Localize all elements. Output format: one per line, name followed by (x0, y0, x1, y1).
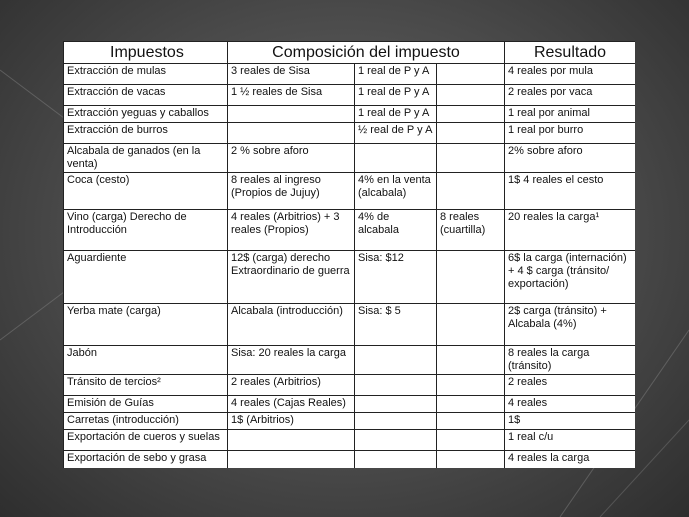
table-row (64, 173, 636, 210)
cell-composicion-1 (228, 106, 355, 123)
cell-composicion-3 (437, 430, 505, 451)
cell-composicion-3 (437, 173, 505, 210)
cell-composicion-3 (437, 64, 505, 85)
cell-composicion-3 (437, 396, 505, 413)
table-row (64, 144, 636, 173)
cell-composicion-1: 3 reales de Sisa (228, 64, 355, 85)
cell-resultado: 1 real c/u (505, 430, 636, 451)
cell-composicion-3 (437, 251, 505, 304)
cell-composicion-2: 1 real de P y A (355, 85, 437, 106)
cell-resultado: 4 reales (505, 396, 636, 413)
cell-impuesto: Carretas (introducción) (64, 413, 228, 430)
header-resultado: Resultado (505, 42, 636, 64)
cell-composicion-2 (355, 451, 437, 469)
cell-composicion-2 (355, 396, 437, 413)
cell-composicion-1: 1$ (Arbitrios) (228, 413, 355, 430)
cell-impuesto: Extracción de vacas (64, 85, 228, 106)
header-composicion: Composición del impuesto (228, 42, 505, 64)
cell-composicion-2 (355, 375, 437, 396)
cell-impuesto: Extracción yeguas y caballos (64, 106, 228, 123)
cell-composicion-3 (437, 413, 505, 430)
cell-composicion-3 (437, 144, 505, 173)
cell-composicion-1: 8 reales al ingreso (Propios de Jujuy) (228, 173, 355, 210)
cell-resultado: 1 real por animal (505, 106, 636, 123)
cell-composicion-3 (437, 375, 505, 396)
table-row (64, 106, 636, 123)
cell-composicion-3 (437, 85, 505, 106)
cell-composicion-2: 4% en la venta (alcabala) (355, 173, 437, 210)
table-row (64, 396, 636, 413)
cell-resultado: 2% sobre aforo (505, 144, 636, 173)
cell-impuesto: Exportación de cueros y suelas (64, 430, 228, 451)
table-row (64, 346, 636, 375)
table-row (64, 251, 636, 304)
header-impuestos: Impuestos (64, 42, 228, 64)
cell-composicion-2: 1 real de P y A (355, 64, 437, 85)
table-row (64, 64, 636, 85)
table-row (64, 430, 636, 451)
cell-impuesto: Emisión de Guías (64, 396, 228, 413)
cell-resultado: 2 reales (505, 375, 636, 396)
cell-composicion-2 (355, 413, 437, 430)
cell-impuesto: Aguardiente (64, 251, 228, 304)
cell-composicion-3 (437, 451, 505, 469)
cell-composicion-2: Sisa: $ 5 (355, 304, 437, 346)
cell-composicion-2: ½ real de P y A (355, 123, 437, 144)
cell-composicion-1: Sisa: 20 reales la carga (228, 346, 355, 375)
cell-composicion-3: 8 reales (cuartilla) (437, 210, 505, 251)
cell-impuesto: Alcabala de ganados (en la venta) (64, 144, 228, 173)
tax-table (63, 41, 635, 468)
cell-composicion-1 (228, 430, 355, 451)
cell-composicion-1: 12$ (carga) derecho Extraordinario de guerra (228, 251, 355, 304)
cell-resultado: 4 reales la carga (505, 451, 636, 469)
cell-impuesto: Yerba mate (carga) (64, 304, 228, 346)
cell-composicion-3 (437, 123, 505, 144)
cell-composicion-1 (228, 123, 355, 144)
table-row (64, 210, 636, 251)
cell-composicion-2: 4% de alcabala (355, 210, 437, 251)
cell-composicion-2: 1 real de P y A (355, 106, 437, 123)
cell-resultado: 1$ (505, 413, 636, 430)
cell-impuesto: Vino (carga) Derecho de Introducción (64, 210, 228, 251)
cell-resultado: 1$ 4 reales el cesto (505, 173, 636, 210)
cell-composicion-1: 4 reales (Arbitrios) + 3 reales (Propios) (228, 210, 355, 251)
cell-resultado: 2 reales por vaca (505, 85, 636, 106)
cell-resultado: 8 reales la carga (tránsito) (505, 346, 636, 375)
cell-composicion-3 (437, 346, 505, 375)
cell-resultado: 20 reales la carga¹ (505, 210, 636, 251)
cell-composicion-1: Alcabala (introducción) (228, 304, 355, 346)
header-row (64, 42, 636, 64)
cell-composicion-1: 1 ½ reales de Sisa (228, 85, 355, 106)
cell-composicion-2 (355, 430, 437, 451)
table-row (64, 375, 636, 396)
table-row (64, 304, 636, 346)
table-row (64, 413, 636, 430)
cell-impuesto: Jabón (64, 346, 228, 375)
table-row (64, 85, 636, 106)
cell-composicion-1: 4 reales (Cajas Reales) (228, 396, 355, 413)
table-row (64, 451, 636, 469)
cell-resultado: 4 reales por mula (505, 64, 636, 85)
cell-impuesto: Coca (cesto) (64, 173, 228, 210)
cell-resultado: 2$ carga (tránsito) + Alcabala (4%) (505, 304, 636, 346)
tax-table-sheet (63, 41, 635, 468)
cell-composicion-2 (355, 144, 437, 173)
cell-impuesto: Extracción de mulas (64, 64, 228, 85)
cell-composicion-2 (355, 346, 437, 375)
cell-composicion-2: Sisa: $12 (355, 251, 437, 304)
cell-impuesto: Exportación de sebo y grasa (64, 451, 228, 469)
cell-resultado: 6$ la carga (internación) + 4 $ carga (tránsito/ exportación) (505, 251, 636, 304)
cell-composicion-3 (437, 304, 505, 346)
cell-composicion-1 (228, 451, 355, 469)
table-row (64, 123, 636, 144)
cell-composicion-1: 2 reales (Arbitrios) (228, 375, 355, 396)
cell-impuesto: Extracción de burros (64, 123, 228, 144)
cell-resultado: 1 real por burro (505, 123, 636, 144)
cell-impuesto: Tránsito de tercios² (64, 375, 228, 396)
cell-composicion-3 (437, 106, 505, 123)
cell-composicion-1: 2 % sobre aforo (228, 144, 355, 173)
table-body (64, 64, 636, 469)
